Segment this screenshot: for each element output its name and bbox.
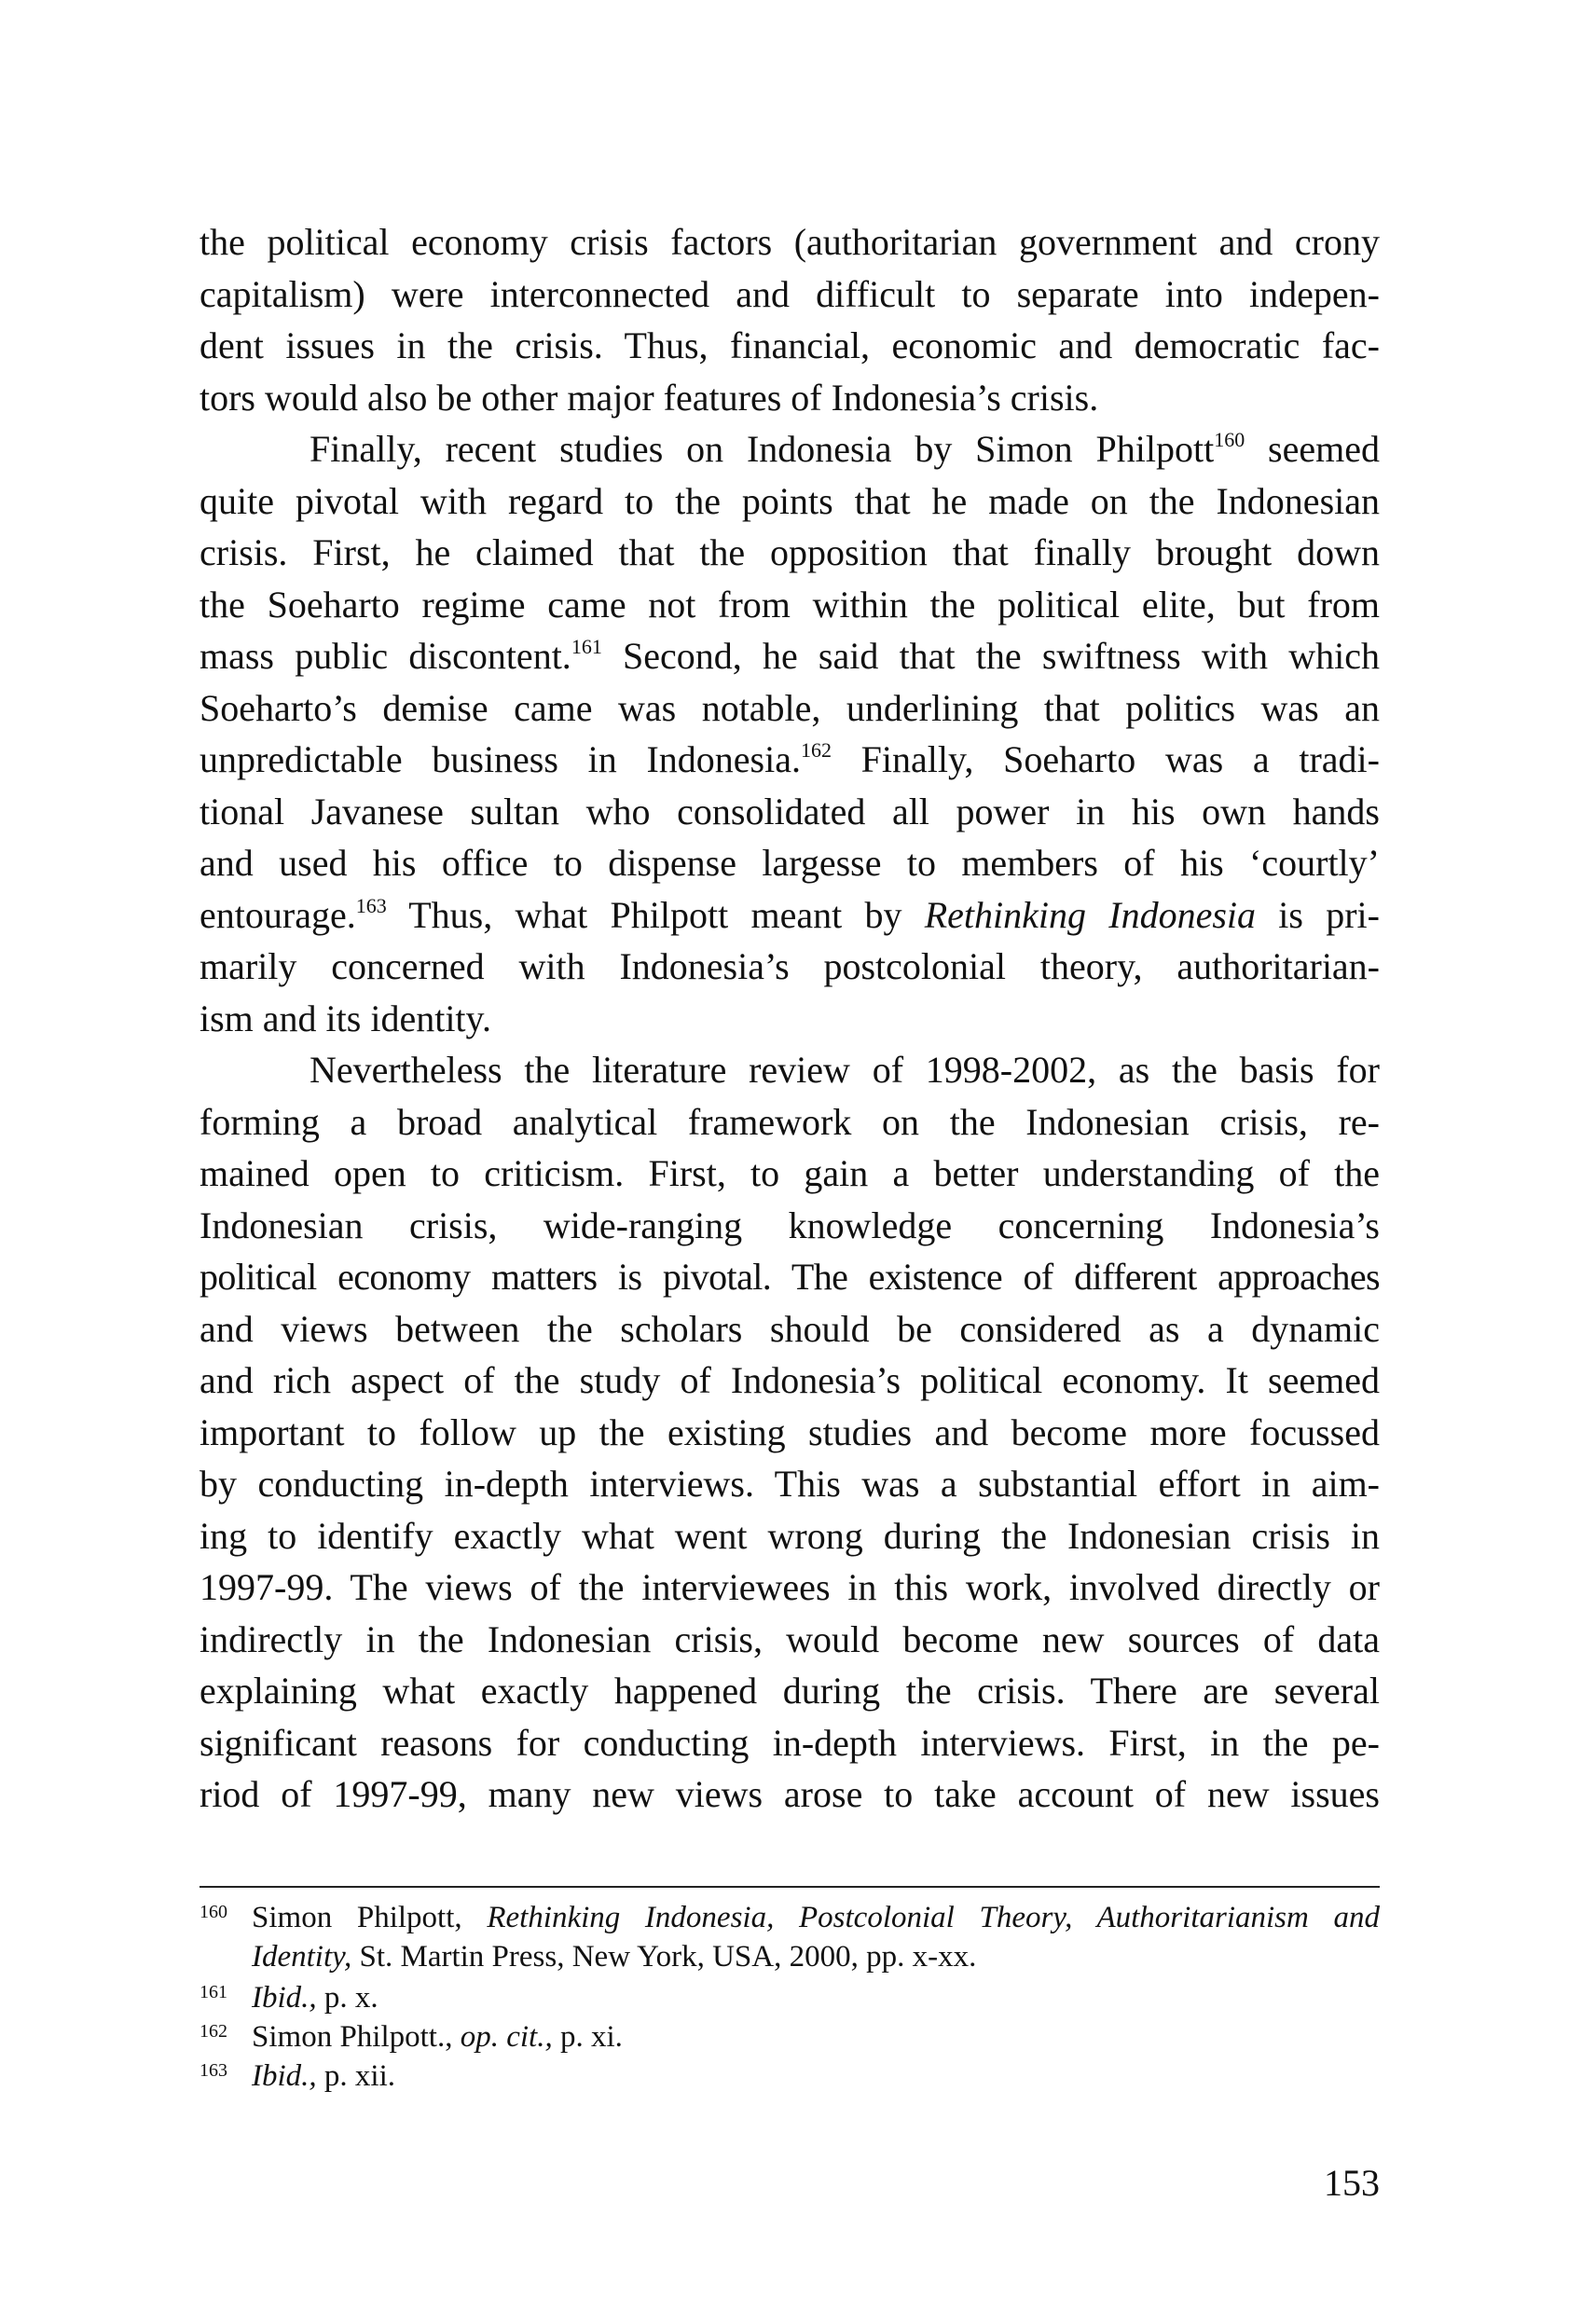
footnote-number: 160: [200, 1902, 227, 1922]
footnote-text: Identity, St. Martin Press, New York, USA, 2000, pp. x-xx.: [252, 1940, 977, 1974]
text-line: mained open to criticism. First, to gain a better understanding of the: [200, 1152, 1380, 1194]
footnote-ref: 162: [800, 738, 832, 762]
footnote-ref: 163: [355, 894, 387, 917]
text-line: political economy matters is pivotal. The existence of different approaches: [200, 1256, 1380, 1298]
footnote-divider: [200, 1886, 1380, 1888]
text-line: by conducting in-depth interviews. This was a substantial effort in aim-: [200, 1463, 1380, 1505]
footnote-number: 163: [200, 2060, 227, 2081]
text-line: indirectly in the Indonesian crisis, would become new sources of data: [200, 1618, 1380, 1660]
text-line: riod of 1997-99, many new views arose to take account of new issues: [200, 1773, 1380, 1815]
text-line: 1997-99. The views of the interviewees in this work, involved directly or: [200, 1566, 1380, 1608]
page-number: 153: [1324, 2162, 1380, 2204]
text-line: ing to identify exactly what went wrong during the Indonesian crisis in: [200, 1515, 1380, 1557]
footnote-number: 161: [200, 1982, 227, 2002]
text-line: mass public discontent.$^{161}$ Second, he said that the swiftness with which: [200, 635, 1380, 677]
book-title: Rethinking Indonesia: [924, 894, 1257, 936]
text-line: capitalism) were interconnected and difficult to separate into indepen-: [200, 273, 1380, 315]
text-line: Nevertheless the literature review of 1998-2002, as the basis for: [310, 1049, 1380, 1091]
text-line: Indonesian crisis, wide-ranging knowledge concerning Indonesia’s: [200, 1204, 1380, 1246]
text-line: forming a broad analytical framework on the Indonesian crisis, re-: [200, 1101, 1380, 1143]
text-line: and rich aspect of the study of Indonesia’s political economy. It seemed: [200, 1359, 1380, 1401]
footnote-number: 162: [200, 2021, 227, 2042]
text-line: entourage.$^{163}$ Thus, what Philpott meant by Rethinking Indonesia is pri-: [200, 894, 1380, 936]
footnote-ref: 160: [1214, 428, 1245, 451]
text-line: dent issues in the crisis. Thus, financial, economic and democratic fac-: [200, 324, 1380, 366]
text-line: unpredictable business in Indonesia.$^{162}$ Finally, Soeharto was a tradi-: [200, 738, 1380, 780]
text-line: ism and its identity.: [200, 997, 491, 1039]
text-line: explaining what exactly happened during the crisis. There are several: [200, 1670, 1380, 1712]
footnote-text: Simon Philpott., op. cit., p. xi.: [252, 2020, 623, 2054]
text-line: and views between the scholars should be considered as a dynamic: [200, 1308, 1380, 1350]
text-line: marily concerned with Indonesia’s postcolonial theory, authoritarian-: [200, 945, 1380, 987]
footnote-text: Ibid., p. xii.: [252, 2059, 396, 2093]
footnote-text: Simon Philpott, Rethinking Indonesia, Postcolonial Theory, Authoritarianism and: [252, 1901, 1381, 1934]
footnote-ref: 161: [571, 635, 602, 658]
text-line: Finally, recent studies on Indonesia by Simon Philpott$^{160}$ seemed: [310, 428, 1380, 470]
text-line: tors would also be other major features of Indonesia’s crisis.: [200, 377, 1099, 419]
footnote-text: Ibid., p. x.: [252, 1981, 378, 2015]
text-line: and used his office to dispense largesse to members of his ‘courtly’: [200, 842, 1380, 884]
text-line: significant reasons for conducting in-depth interviews. First, in the pe-: [200, 1722, 1380, 1764]
text-line: crisis. First, he claimed that the opposition that finally brought down: [200, 531, 1380, 573]
text-line: important to follow up the existing studies and become more focussed: [200, 1411, 1380, 1453]
text-line: quite pivotal with regard to the points that he made on the Indonesian: [200, 480, 1380, 522]
text-line: tional Javanese sultan who consolidated all power in his own hands: [200, 791, 1380, 832]
text-line: the political economy crisis factors (authoritarian government and crony: [200, 221, 1380, 263]
text-line: Soeharto’s demise came was notable, underlining that politics was an: [200, 687, 1380, 729]
text-line: the Soeharto regime came not from within the political elite, but from: [200, 584, 1380, 626]
